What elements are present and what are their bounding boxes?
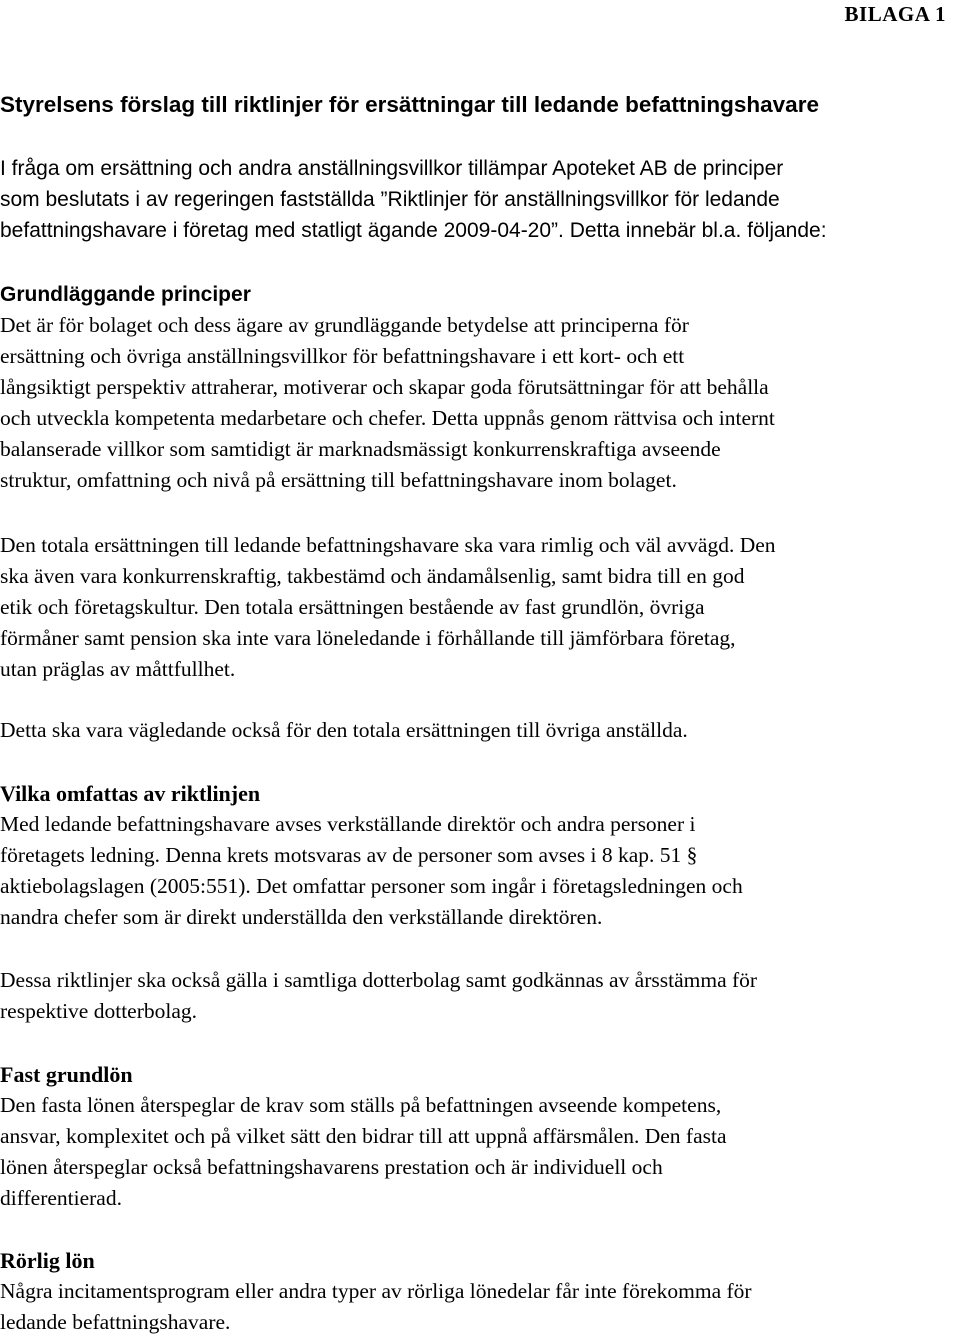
section-rorlig-lon bbox=[0, 1246, 960, 1338]
text-line: struktur, omfattning och nivå på ersättning till befattningshavare inom bolaget. bbox=[0, 468, 677, 492]
text-line: som beslutats i av regeringen fastställda ”Riktlinjer för anställningsvillkor för ledande bbox=[0, 188, 780, 211]
text-line: ska även vara konkurrenskraftig, takbestämd och ändamålsenlig, samt bidra till en god bbox=[0, 564, 745, 588]
appendix-label: BILAGA 1 bbox=[844, 2, 946, 26]
section-heading: Vilka omfattas av riktlinjen bbox=[0, 781, 261, 806]
text-line: förmåner samt pension ska inte vara löneledande i förhållande till jämförbara företag, bbox=[0, 626, 736, 650]
paragraph bbox=[0, 965, 960, 1027]
text-line: Några incitamentsprogram eller andra typer av rörliga lönedelar får inte förekomma för bbox=[0, 1279, 752, 1303]
text-line: Detta ska vara vägledande också för den totala ersättningen till övriga anställda. bbox=[0, 718, 688, 742]
text-line: I fråga om ersättning och andra anställningsvillkor tillämpar Apoteket AB de principer bbox=[0, 157, 784, 180]
paragraph bbox=[0, 715, 960, 746]
paragraph bbox=[0, 310, 960, 496]
text-line: Den fasta lönen återspeglar de krav som ställs på befattningen avseende kompetens, bbox=[0, 1093, 722, 1117]
text-line: och utveckla kompetenta medarbetare och chefer. Detta uppnås genom rättvisa och internt bbox=[0, 406, 775, 430]
text-line: Den totala ersättningen till ledande befattningshavare ska vara rimlig och väl avvägd. Den bbox=[0, 533, 776, 557]
section-heading: Grundläggande principer bbox=[0, 283, 251, 306]
section-heading: Fast grundlön bbox=[0, 1062, 133, 1087]
section-vilka-omfattas bbox=[0, 779, 960, 933]
section-fast-grundlon bbox=[0, 1060, 960, 1214]
text-line: utan präglas av måttfullhet. bbox=[0, 657, 236, 681]
text-line: befattningshavare i företag med statligt ägande 2009-04-20”. Detta innebär bl.a. följande: bbox=[0, 219, 827, 242]
text-line: ersättning och övriga anställningsvillkor för befattningshavare i ett kort- och ett bbox=[0, 344, 685, 368]
text-line: respektive dotterbolag. bbox=[0, 999, 198, 1023]
text-line: differentierad. bbox=[0, 1186, 122, 1210]
text-line: Det är för bolaget och dess ägare av grundläggande betydelse att principerna för bbox=[0, 313, 689, 337]
text-line: långsiktigt perspektiv attraherar, motiverar och skapar goda förutsättningar för att behålla bbox=[0, 375, 769, 399]
text-line: lönen återspeglar också befattningshavarens prestation och är individuell och bbox=[0, 1155, 663, 1179]
text-line: ledande befattningshavare. bbox=[0, 1310, 231, 1334]
section-heading: Rörlig lön bbox=[0, 1248, 95, 1273]
text-line: aktiebolagslagen (2005:551). Det omfattar personer som ingår i företagsledningen och bbox=[0, 874, 743, 898]
document-title: Styrelsens förslag till riktlinjer för ersättningar till ledande befattningshavare bbox=[0, 92, 819, 117]
text-line: balanserade villkor som samtidigt är marknadsmässigt konkurrenskraftiga avseende bbox=[0, 437, 721, 461]
text-line: nandra chefer som är direkt underställda den verkställande direktören. bbox=[0, 905, 603, 929]
paragraph bbox=[0, 530, 960, 685]
paragraph bbox=[0, 1090, 960, 1214]
text-line: Med ledande befattningshavare avses verkställande direktör och andra personer i bbox=[0, 812, 696, 836]
intro-paragraph bbox=[0, 153, 960, 246]
section-grundlaggande-principer bbox=[0, 280, 960, 496]
text-line: Dessa riktlinjer ska också gälla i samtliga dotterbolag samt godkännas av årsstämma för bbox=[0, 968, 758, 992]
text-line: företagets ledning. Denna krets motsvaras av de personer som avses i 8 kap. 51 § bbox=[0, 843, 698, 867]
paragraph bbox=[0, 1276, 960, 1338]
paragraph bbox=[0, 809, 960, 933]
text-line: etik och företagskultur. Den totala ersättningen bestående av fast grundlön, övriga bbox=[0, 595, 705, 619]
text-line: ansvar, komplexitet och på vilket sätt den bidrar till att uppnå affärsmålen. Den fasta bbox=[0, 1124, 727, 1148]
